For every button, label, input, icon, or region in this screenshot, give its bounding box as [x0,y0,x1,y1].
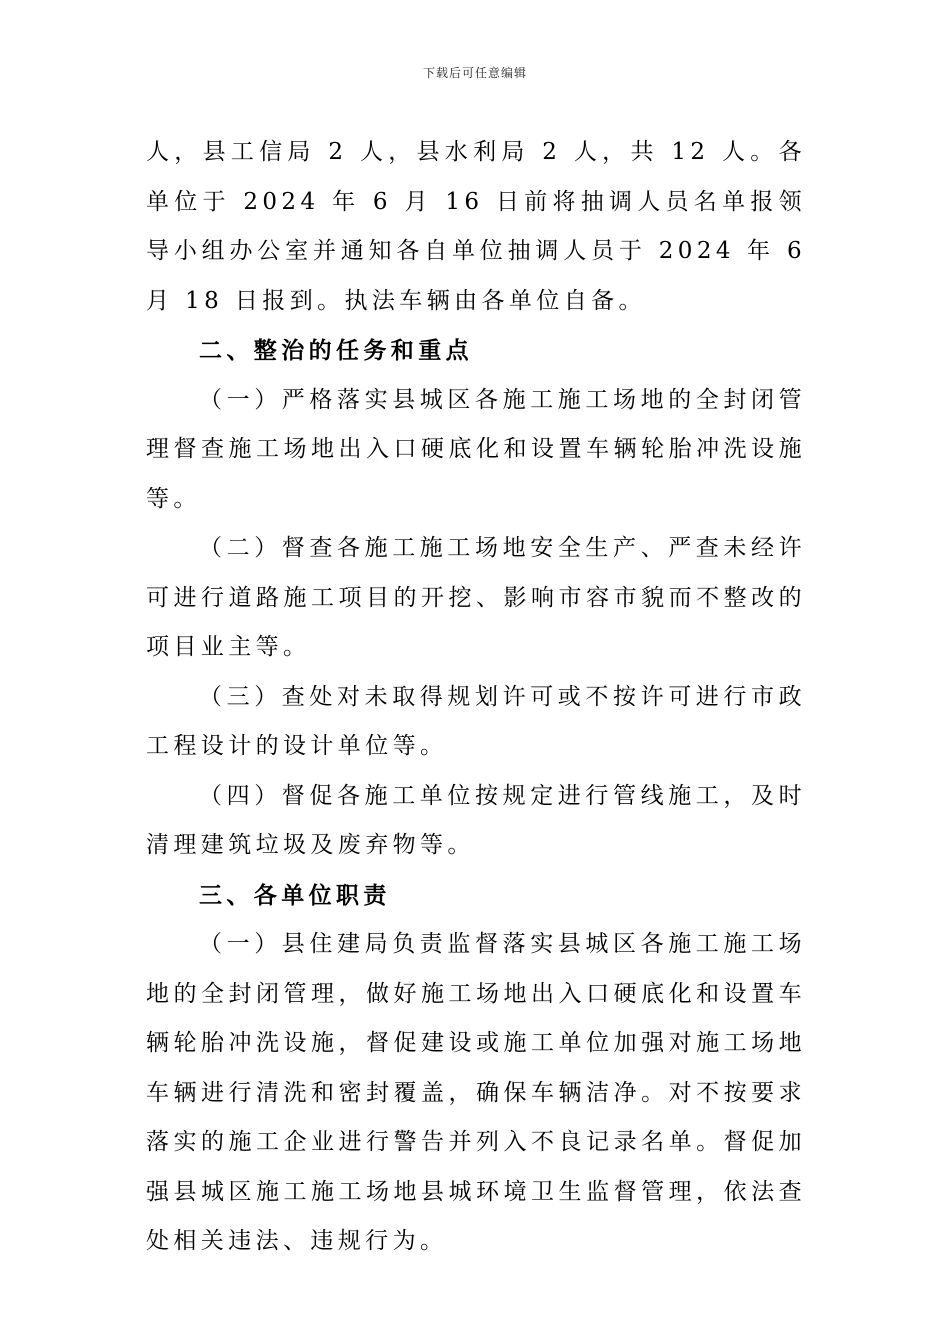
section-heading-3: 三、各单位职责 [199,881,391,909]
paragraph-item-2-2: （二）督查各施工施工场地安全生产、严查未经许可进行道路施工项目的开挖、影响市容市貌而不整改的项目业主等。 [146,535,806,660]
section-heading-2: 二、整治的任务和重点 [199,337,473,364]
paragraph-continuation: 人，县工信局 2 人，县水利局 2 人，共 12 人。各单位于 2024 年 6 月 16 日前将抽调人员名单报领导小组办公室并通知各自单位抽调人员于 2024 年 6 月 18 日报到。执法车辆由各单位自备。 [146,139,806,314]
paragraph-item-2-4: （四）督促各施工单位按规定进行管线施工，及时清理建筑垃圾及废弃物等。 [146,782,806,858]
page-header: 下载后可任意编辑 [422,66,527,80]
paragraph-item-3-1: （一）县住建局负责监督落实县城区各施工施工场地的全封闭管理，做好施工场地出入口硬底化和设置车辆轮胎冲洗设施，督促建设或施工单位加强对施工场地车辆进行清洗和密封覆盖，确保车辆洁净。对不按要求落实的施工企业进行警告并列入不良记录名单。督促加强县城区施工施工场地县城环境卫生监督管理，依法查处相关违法、违规行为。 [146,931,806,1254]
paragraph-item-2-1: （一）严格落实县城区各施工施工场地的全封闭管理督查施工场地出入口硬底化和设置车辆轮胎冲洗设施等。 [146,386,806,512]
document-body [146,128,806,1267]
paragraph-item-2-3: （三）查处对未取得规划许可或不按许可进行市政工程设计的设计单位等。 [146,683,806,759]
